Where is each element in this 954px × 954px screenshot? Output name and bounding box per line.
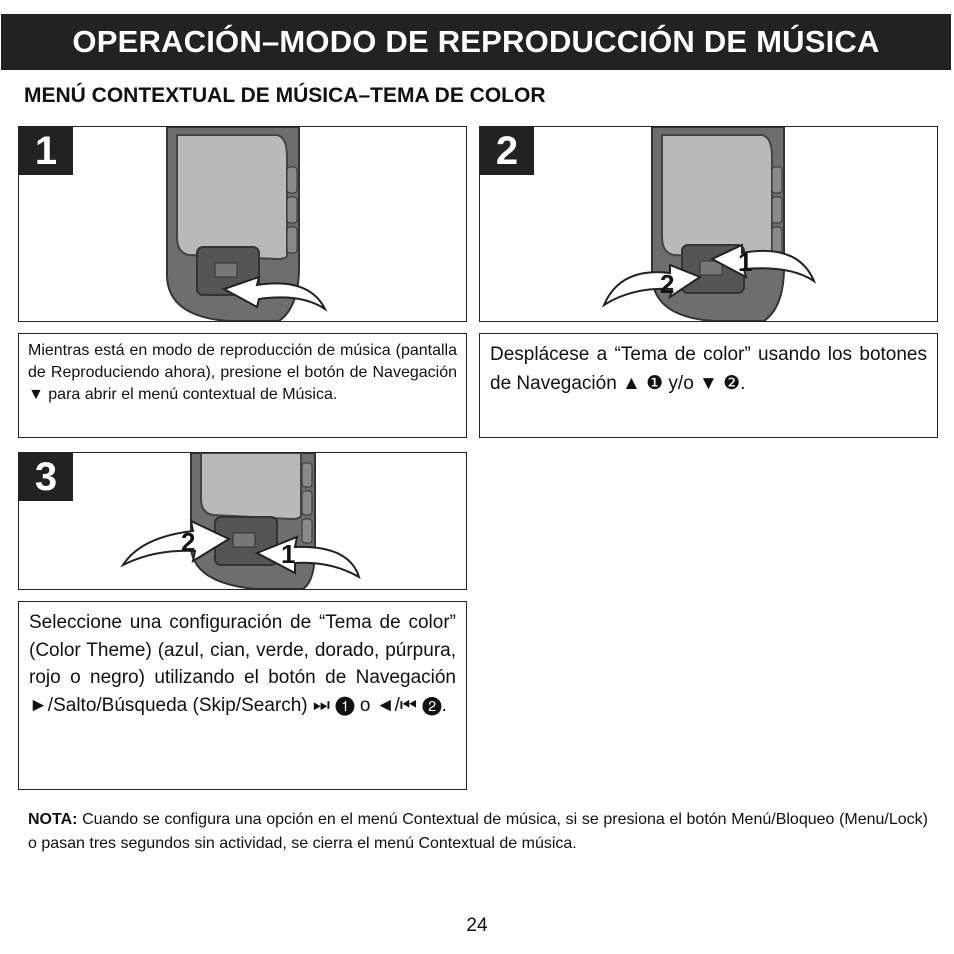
page-title: OPERACIÓN–MODO DE REPRODUCCIÓN DE MÚSICA <box>72 24 880 59</box>
arrow-label-1: 1 <box>281 539 296 569</box>
note-label: NOTA: <box>28 811 78 828</box>
step-3-text: Seleccione una configuración de “Tema de color” (Color Theme) (azul, cian, verde, dorado, púrpura, rojo o negro) utilizando el botón de Navegación ►/Salto/Búsqueda (Skip/Search) ⏭ ❶ o ◄/⏮ ❷. <box>18 601 467 790</box>
step-number-badge: 3 <box>19 453 73 501</box>
step-2-text: Desplácese a “Tema de color” usando los botones de Navegación ▲ ❶ y/o ▼ ❷. <box>479 333 938 438</box>
page-header <box>1 14 951 70</box>
step-1-text: Mientras está en modo de reproducción de música (pantalla de Reproduciendo ahora), presione el botón de Navegación ▼ para abrir el menú contextual de Música. <box>18 333 467 438</box>
section-subtitle: MENÚ CONTEXTUAL DE MÚSICA–TEMA DE COLOR <box>24 84 546 107</box>
step-number-badge: 1 <box>19 127 73 175</box>
arrow-label-2: 2 <box>181 527 196 557</box>
step-3-image <box>18 452 467 590</box>
device-illustration <box>19 453 467 590</box>
note-text: Cuando se configura una opción en el menú Contextual de música, si se presiona el botón Menú/Bloqueo (Menu/Lock) o pasan tres segundos sin actividad, se cierra el menú Contextual de música. <box>28 811 928 852</box>
device-illustration <box>19 127 467 322</box>
arrow-label-1: 1 <box>738 247 753 277</box>
note <box>28 808 928 856</box>
device-illustration <box>480 127 938 322</box>
step-number-badge: 2 <box>480 127 534 175</box>
step-1-image <box>18 126 467 322</box>
step-2-image <box>479 126 938 322</box>
page-number: 24 <box>466 915 488 936</box>
arrow-label-2: 2 <box>660 269 675 299</box>
